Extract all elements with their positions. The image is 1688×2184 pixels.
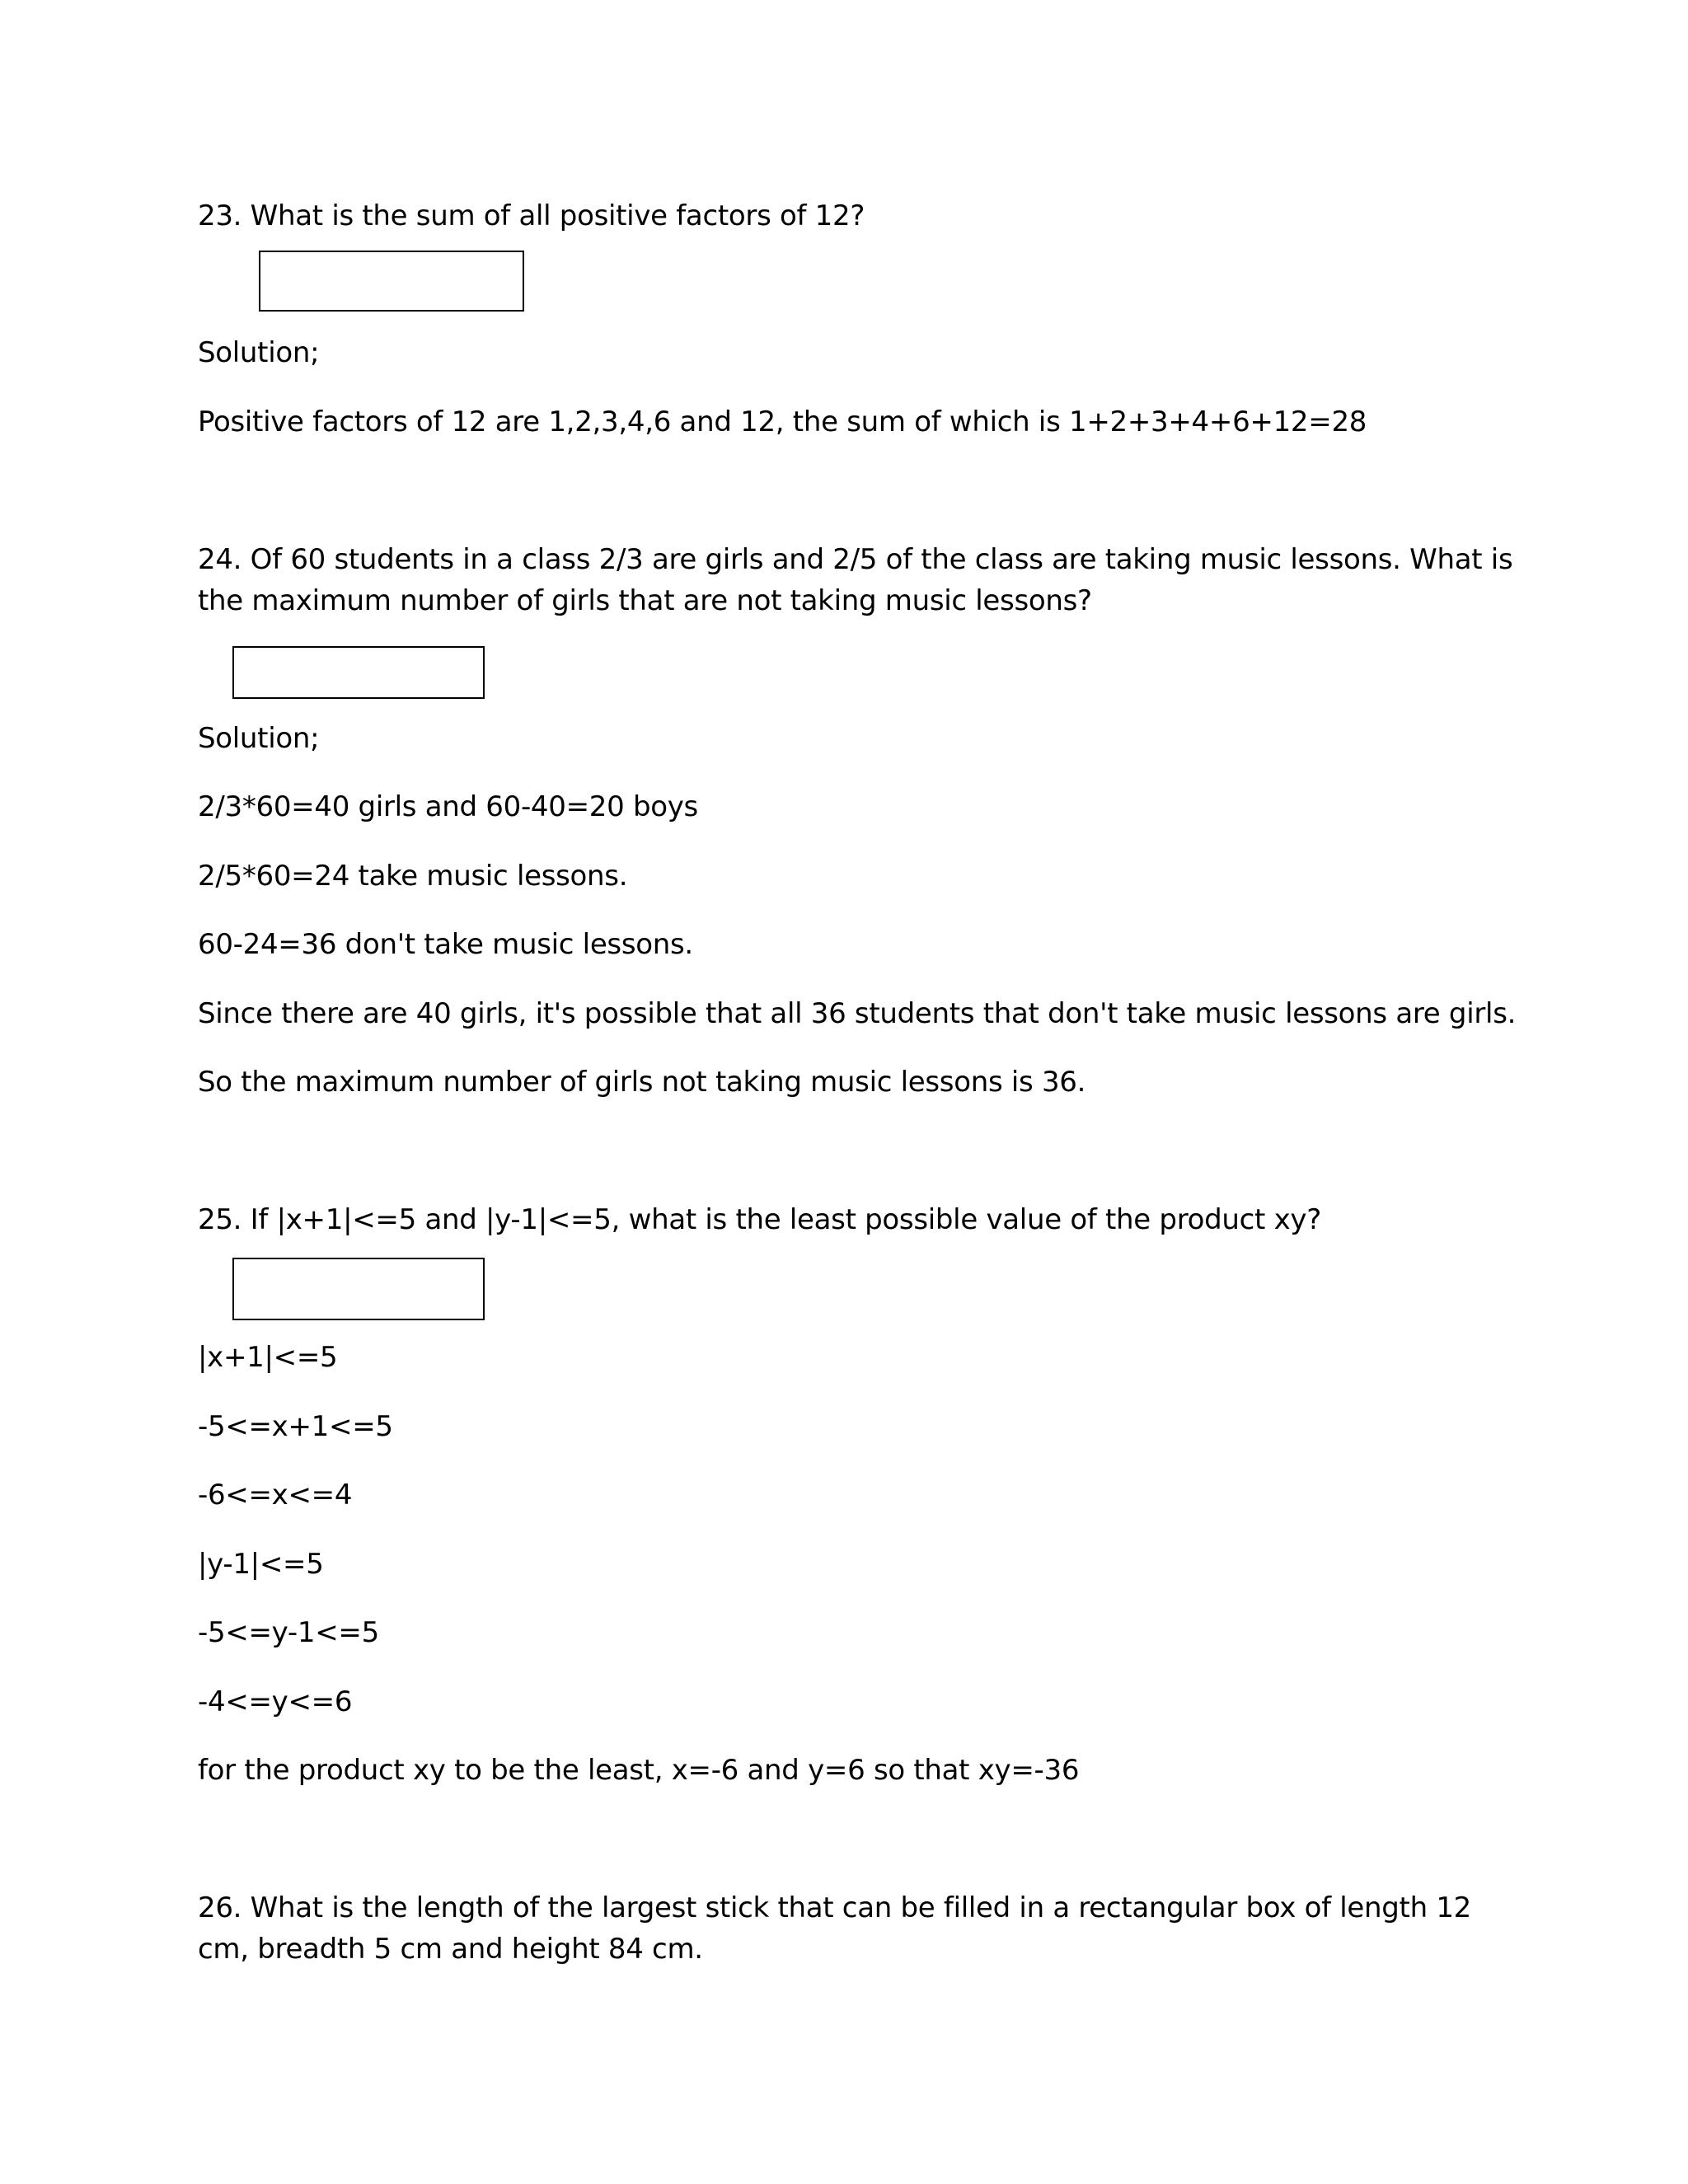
solution-24-line: Since there are 40 girls, it's possible that all 36 students that don't take music lessons are girls. xyxy=(198,997,1517,1030)
question-24-text-line-1: 24. Of 60 students in a class 2/3 are girls and 2/5 of the class are taking music lessons. What is xyxy=(198,543,1513,576)
answer-box-23[interactable] xyxy=(259,251,524,312)
solution-25-line: |x+1|<=5 xyxy=(198,1341,338,1374)
solution-24-line: So the maximum number of girls not taking music lessons is 36. xyxy=(198,1066,1086,1099)
solution-25-line: -5<=y-1<=5 xyxy=(198,1616,379,1649)
question-24-text-line-2: the maximum number of girls that are not taking music lessons? xyxy=(198,584,1092,617)
answer-box-25[interactable] xyxy=(232,1258,485,1320)
solution-25-line: -6<=x<=4 xyxy=(198,1479,353,1511)
solution-23-label: Solution; xyxy=(198,336,320,369)
answer-box-24[interactable] xyxy=(232,646,485,699)
solution-25-line: |y-1|<=5 xyxy=(198,1548,324,1581)
solution-24-line: 2/5*60=24 take music lessons. xyxy=(198,860,628,893)
solution-25-line: -4<=y<=6 xyxy=(198,1685,353,1718)
solution-25-line: for the product xy to be the least, x=-6 and y=6 so that xy=-36 xyxy=(198,1754,1080,1787)
solution-25-line: -5<=x+1<=5 xyxy=(198,1410,393,1443)
question-25-text: 25. If |x+1|<=5 and |y-1|<=5, what is the least possible value of the product xy? xyxy=(198,1203,1321,1236)
solution-23-line: Positive factors of 12 are 1,2,3,4,6 and 12, the sum of which is 1+2+3+4+6+12=28 xyxy=(198,405,1367,438)
question-26-text-line-1: 26. What is the length of the largest stick that can be filled in a rectangular box of length 12 xyxy=(198,1891,1472,1924)
solution-24-label: Solution; xyxy=(198,722,320,755)
question-26-text-line-2: cm, breadth 5 cm and height 84 cm. xyxy=(198,1933,703,1966)
solution-24-line: 60-24=36 don't take music lessons. xyxy=(198,928,693,961)
solution-24-line: 2/3*60=40 girls and 60-40=20 boys xyxy=(198,790,698,823)
question-23-text: 23. What is the sum of all positive factors of 12? xyxy=(198,199,865,232)
